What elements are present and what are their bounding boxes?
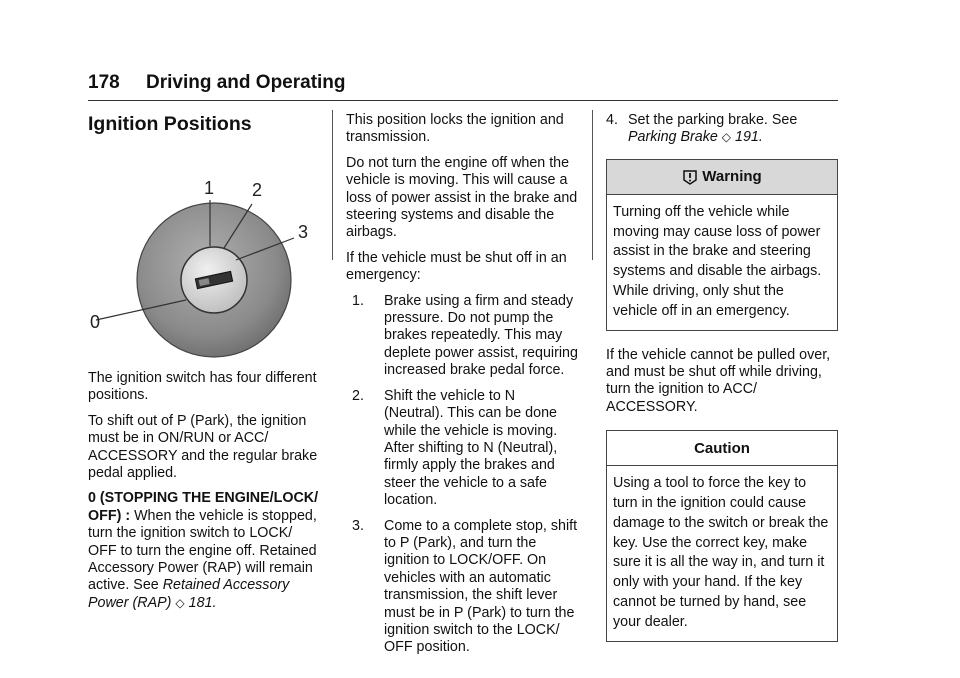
column-divider-right	[592, 110, 593, 260]
step-text: Brake using a firm and steady pressure. Do not pump the brakes repeatedly. This may deplete power assist, requiring increased brake pedal force.	[384, 292, 578, 379]
paragraph: If the vehicle cannot be pulled over, and must be shut off while driving, turn the ignition to ACC/ ACCESSORY.	[606, 346, 831, 415]
step-number: 4.	[606, 112, 618, 128]
section-title: Ignition Positions	[88, 113, 252, 135]
step-text: Come to a complete stop, shift to P (Park), and turn the ignition to LOCK/OFF. On vehicles with an automatic transmission, the shift lever must be in P (Park) to turn the ignition switch to the LOCK/ OFF position.	[384, 517, 578, 656]
column-2	[346, 112, 578, 665]
paragraph	[88, 490, 320, 612]
cross-reference-link[interactable]: Parking Brake	[628, 129, 718, 146]
warning-body: Turning off the vehicle while moving may cause loss of power assist in the brake and steering systems and disable the airbags. While driving, only shut the vehicle off in an emergency.	[613, 203, 822, 319]
warning-box	[606, 159, 838, 331]
list-item	[346, 293, 578, 380]
column-3	[606, 112, 838, 658]
page-ref-icon: ◇	[721, 130, 732, 145]
paragraph: This position locks the ignition and transmission.	[346, 112, 564, 146]
step-number: 2.	[352, 387, 364, 404]
step-number: 1.	[352, 292, 364, 309]
column-1	[88, 112, 320, 620]
list-item	[346, 388, 578, 510]
paragraph: If the vehicle must be shut off in an emergency:	[346, 249, 567, 284]
paragraph: The ignition switch has four different positions.	[88, 370, 317, 404]
page-ref-icon: ◇	[175, 595, 185, 610]
page-number: 178	[88, 72, 120, 93]
position-label-1: 1	[204, 178, 215, 198]
step-text: Set the parking brake. See	[628, 112, 798, 128]
page-header	[88, 72, 838, 101]
position-label-0: 0	[90, 312, 101, 332]
warning-icon	[682, 169, 698, 185]
caution-box	[606, 430, 838, 641]
caution-title: Caution	[694, 439, 750, 457]
emergency-steps-continued	[606, 112, 838, 147]
term-heading: 0 (STOPPING THE ENGINE/LOCK/ OFF) :	[88, 490, 319, 524]
page-ref: 191.	[731, 129, 763, 146]
paragraph-text: When the vehicle is stopped, turn the ignition switch to LOCK/ OFF to turn the engine off. Retained Accessory Power (RAP) will remain active. See	[88, 507, 317, 594]
position-label-3: 3	[298, 222, 309, 242]
cross-reference-link[interactable]: Retained Accessory Power (RAP)	[88, 577, 290, 611]
page-ref: 181.	[184, 594, 217, 611]
caution-header	[607, 431, 837, 466]
paragraph: To shift out of P (Park), the ignition must be in ON/RUN or ACC/ ACCESSORY and the regular brake pedal applied.	[88, 412, 318, 482]
warning-header	[607, 160, 837, 195]
emergency-steps-list	[346, 293, 578, 657]
ignition-switch-figure	[88, 136, 320, 364]
step-number: 3.	[352, 517, 364, 534]
chapter-title: Driving and Operating	[146, 72, 346, 93]
caution-body: Using a tool to force the key to turn in the ignition could cause damage to the switch or break the key. Use the correct key, make sure it is all the way in, and turn it only with your hand. If the key cannot be turned by hand, see your dealer.	[613, 475, 829, 630]
position-label-2: 2	[252, 180, 263, 200]
list-item	[346, 518, 578, 657]
step-text: Shift the vehicle to N (Neutral). This can be done while the vehicle is moving. After shifting to N (Neutral), firmly apply the brakes and steer the vehicle to a safe location.	[384, 387, 558, 509]
paragraph: Do not turn the engine off when the vehicle is moving. This will cause a loss of power assist in the brake and steering systems and disable the airbags.	[346, 154, 578, 241]
column-divider-left	[332, 110, 333, 260]
ignition-switch-illustration	[88, 136, 320, 364]
warning-title: Warning	[702, 168, 762, 186]
list-item	[606, 112, 838, 147]
